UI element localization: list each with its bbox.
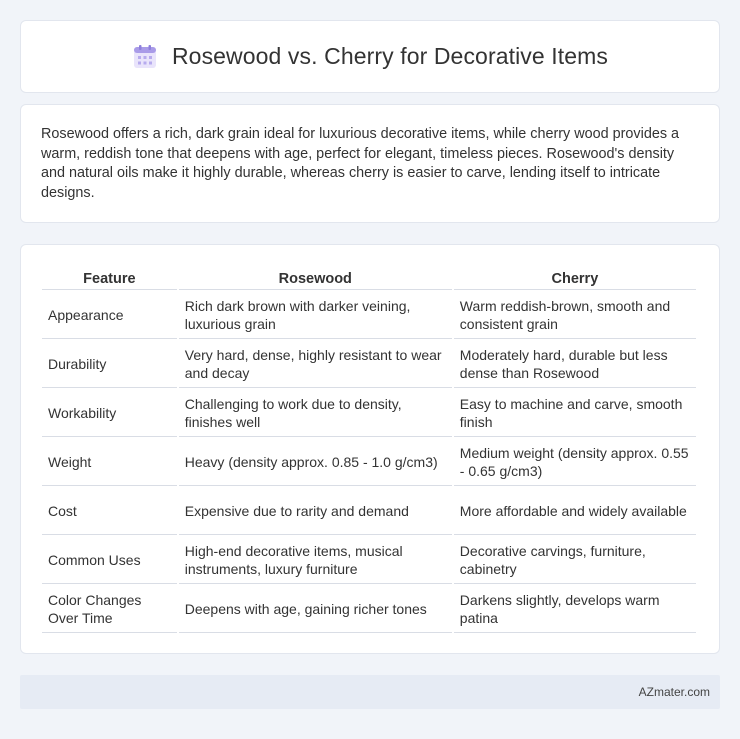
feature-cell: Common Uses [42, 537, 177, 584]
intro-paragraph: Rosewood offers a rich, dark grain ideal for luxurious decorative items, while cherry wood provides a warm, reddish tone that deepens with age, perfect for elegant, timeless pieces. Rosewood's density and natural oils make it highly durable, whereas cherry is easier to carve, lending itself to intricate designs. [41, 126, 680, 201]
cherry-cell: Warm reddish-brown, smooth and consistent grain [454, 292, 696, 339]
table-row [42, 488, 696, 535]
cherry-cell: Decorative carvings, furniture, cabinetry [454, 537, 696, 584]
feature-cell: Cost [42, 488, 177, 535]
cherry-cell: Moderately hard, durable but less dense than Rosewood [454, 341, 696, 388]
table-row [42, 292, 696, 339]
table-row [42, 390, 696, 437]
table-row [42, 439, 696, 486]
table-row [42, 586, 696, 633]
feature-cell: Color Changes Over Time [42, 586, 177, 633]
feature-cell: Durability [42, 341, 177, 388]
rosewood-cell: Deepens with age, gaining richer tones [179, 586, 452, 633]
feature-cell: Appearance [42, 292, 177, 339]
feature-cell: Weight [42, 439, 177, 486]
rosewood-cell: Very hard, dense, highly resistant to wear and decay [179, 341, 452, 388]
table-row [42, 341, 696, 388]
page-title: Rosewood vs. Cherry for Decorative Items [171, 43, 609, 69]
header-cherry: Cherry [454, 267, 696, 290]
header-feature: Feature [42, 267, 177, 290]
comparison-table [40, 265, 698, 635]
cherry-cell: Easy to machine and carve, smooth finish [454, 390, 696, 437]
rosewood-cell: Heavy (density approx. 0.85 - 1.0 g/cm3) [179, 439, 452, 486]
rosewood-cell: Rich dark brown with darker veining, luxurious grain [179, 292, 452, 339]
feature-cell: Workability [42, 390, 177, 437]
comparison-card [20, 244, 720, 654]
header-rosewood: Rosewood [179, 267, 452, 290]
calendar-icon [132, 44, 158, 70]
table-header-row [42, 267, 696, 290]
footer-brand: AZmater.com [638, 685, 710, 699]
cherry-cell: Darkens slightly, develops warm patina [454, 586, 696, 633]
cherry-cell: More affordable and widely available [454, 488, 696, 535]
title-card [20, 20, 720, 93]
table-row [42, 537, 696, 584]
rosewood-cell: Expensive due to rarity and demand [179, 488, 452, 535]
cherry-cell: Medium weight (density approx. 0.55 - 0.65 g/cm3) [454, 439, 696, 486]
rosewood-cell: High-end decorative items, musical instruments, luxury furniture [179, 537, 452, 584]
intro-card [20, 104, 720, 223]
rosewood-cell: Challenging to work due to density, finishes well [179, 390, 452, 437]
footer [20, 675, 720, 709]
